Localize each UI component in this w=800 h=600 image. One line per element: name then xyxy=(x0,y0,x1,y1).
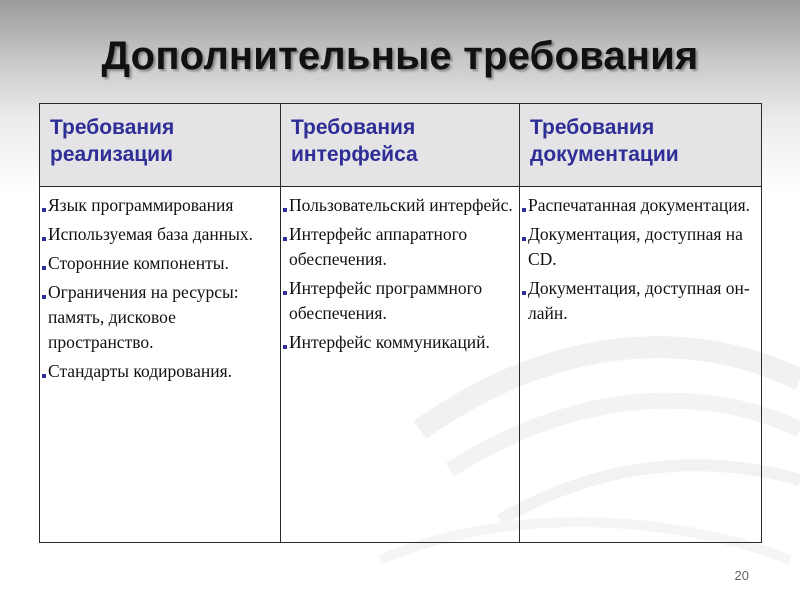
column-header-implementation: Требования реализации xyxy=(40,104,281,187)
list-item xyxy=(520,276,759,326)
list-item-text: Сторонние компоненты. xyxy=(48,253,229,273)
list-item-text: Интерфейс аппаратного обеспечения. xyxy=(289,224,468,269)
list-item-text: Стандарты кодирования. xyxy=(48,361,232,381)
page-number: 20 xyxy=(734,568,749,583)
bullet-icon xyxy=(42,266,46,270)
list-item-text: Язык программирования xyxy=(48,195,234,215)
bullet-icon xyxy=(522,237,526,241)
list-item xyxy=(520,222,759,272)
bullet-icon xyxy=(283,237,287,241)
list-item xyxy=(40,280,278,355)
list-item xyxy=(281,193,517,218)
bullet-icon xyxy=(42,295,46,299)
bullet-icon xyxy=(522,208,526,212)
column-header-documentation: Требования документации xyxy=(520,104,762,187)
list-item-text: Интерфейс программного обеспечения. xyxy=(289,278,483,323)
bullet-icon xyxy=(283,208,287,212)
list-item xyxy=(40,193,278,218)
list-item xyxy=(520,193,759,218)
list-item-text: Документация, доступная он-лайн. xyxy=(528,278,750,323)
implementation-list xyxy=(40,193,278,384)
bullet-icon xyxy=(283,345,287,349)
list-item-text: Ограничения на ресурсы: память, дисковое пространство. xyxy=(48,282,239,352)
header-row xyxy=(40,104,762,187)
list-item xyxy=(40,222,278,247)
column-header-interface: Требования интерфейса xyxy=(281,104,520,187)
list-item-text: Распечатанная документация. xyxy=(528,195,751,215)
list-item xyxy=(40,359,278,384)
content-row xyxy=(40,187,762,543)
bullet-icon xyxy=(42,237,46,241)
list-item xyxy=(281,276,517,326)
list-item-text: Интерфейс коммуникаций. xyxy=(289,332,490,352)
list-item xyxy=(281,330,517,355)
list-item-text: Пользовательский интерфейс. xyxy=(289,195,513,215)
bullet-icon xyxy=(42,208,46,212)
interface-cell xyxy=(281,187,520,543)
list-item-text: Документация, доступная на CD. xyxy=(528,224,743,269)
interface-list xyxy=(281,193,517,355)
list-item xyxy=(40,251,278,276)
documentation-list xyxy=(520,193,759,326)
bullet-icon xyxy=(522,291,526,295)
bullet-icon xyxy=(283,291,287,295)
documentation-cell xyxy=(520,187,762,543)
list-item-text: Используемая база данных. xyxy=(48,224,253,244)
implementation-cell xyxy=(40,187,281,543)
bullet-icon xyxy=(42,374,46,378)
slide-title: Дополнительные требования xyxy=(101,34,699,78)
list-item xyxy=(281,222,517,272)
requirements-table xyxy=(39,103,762,543)
